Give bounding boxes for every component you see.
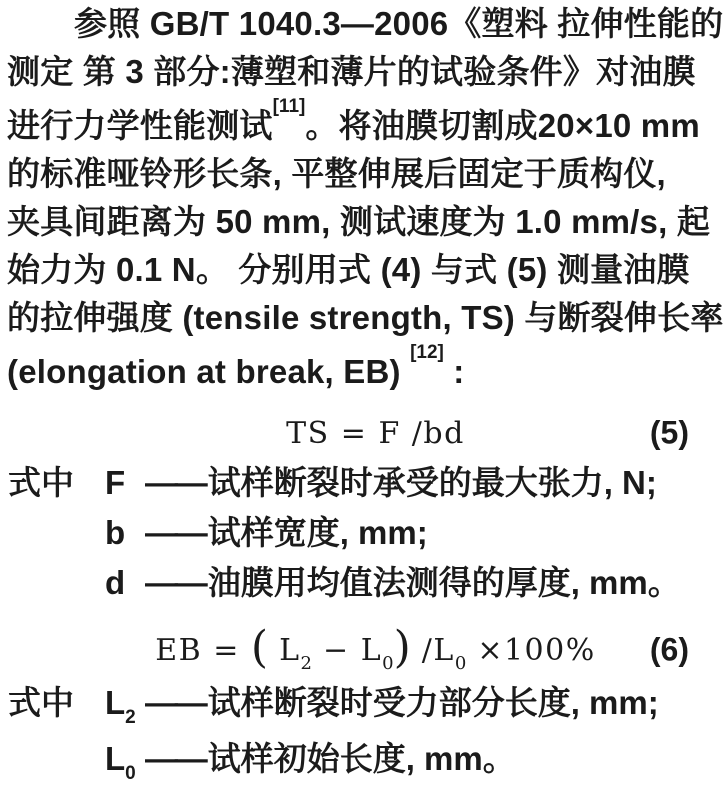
paragraph-line: 进行力学性能测试[11]。将油膜切割成20×10 mm bbox=[7, 96, 700, 144]
definition-row bbox=[0, 734, 703, 790]
definition-text bbox=[145, 508, 703, 558]
definition-row bbox=[0, 458, 703, 508]
definition-intro-label: 式中 bbox=[8, 684, 74, 721]
definition-description: 试样宽度, mm; bbox=[207, 514, 428, 551]
paragraph-line: 夹具间距离为 50 mm, 测试速度为 1.0 mm/s, 起 bbox=[7, 203, 711, 240]
paragraph-line: 的拉伸强度 (tensile strength, TS) 与断裂伸长率 bbox=[7, 299, 724, 336]
definition-row bbox=[0, 508, 703, 558]
definition-intro-label: 式中 bbox=[8, 464, 74, 501]
equation-6-formula: EB = ( $L_2 - L_0$) $/L_0 \times 100\%$ bbox=[155, 621, 596, 674]
definition-row bbox=[0, 558, 703, 608]
equation-6-row bbox=[0, 622, 703, 678]
definition-description: 油膜用均值法测得的厚度, mm。 bbox=[207, 564, 681, 601]
definition-dash: —— bbox=[145, 740, 205, 777]
symbol-L0: $L_0$ bbox=[105, 740, 136, 784]
definition-dash: —— bbox=[145, 464, 205, 501]
definition-dash: —— bbox=[145, 684, 205, 721]
definition-description: 试样断裂时受力部分长度, mm; bbox=[207, 684, 659, 721]
equation-6-definitions bbox=[0, 678, 703, 790]
definition-text bbox=[145, 734, 703, 784]
equation-5-definitions bbox=[0, 458, 703, 608]
symbol-L2: $L_2$ bbox=[105, 684, 136, 728]
paragraph-line: 参照 GB/T 1040.3—2006《塑料 拉伸性能的 bbox=[74, 5, 724, 42]
symbol-b: b bbox=[105, 514, 126, 551]
paragraph-line: 的标准哑铃形长条, 平整伸展后固定于质构仪, bbox=[7, 155, 666, 192]
definition-text bbox=[145, 678, 703, 728]
definition-text bbox=[145, 558, 703, 608]
paragraph-line: 始力为 0.1 N。 分别用式 (4) 与式 (5) 测量油膜 bbox=[7, 251, 690, 288]
equation-6-number: (6) bbox=[649, 631, 689, 668]
definition-description: 试样断裂时承受的最大张力, N; bbox=[207, 464, 657, 501]
equation-5-formula: TS = F /bd bbox=[286, 415, 465, 451]
definition-text bbox=[145, 458, 703, 508]
definition-row bbox=[0, 678, 703, 734]
definition-description: 试样初始长度, mm。 bbox=[207, 740, 516, 777]
paragraph-line: 测定 第 3 部分:薄塑和薄片的试验条件》对油膜 bbox=[7, 53, 696, 90]
definition-dash: —— bbox=[145, 564, 205, 601]
definition-dash: —— bbox=[145, 514, 205, 551]
symbol-d: d bbox=[105, 564, 126, 601]
symbol-F: F bbox=[105, 464, 126, 501]
equation-5-number: (5) bbox=[649, 414, 689, 451]
equation-5-row bbox=[0, 408, 703, 458]
paragraph-line: (elongation at break, EB) [12] : bbox=[7, 342, 465, 390]
